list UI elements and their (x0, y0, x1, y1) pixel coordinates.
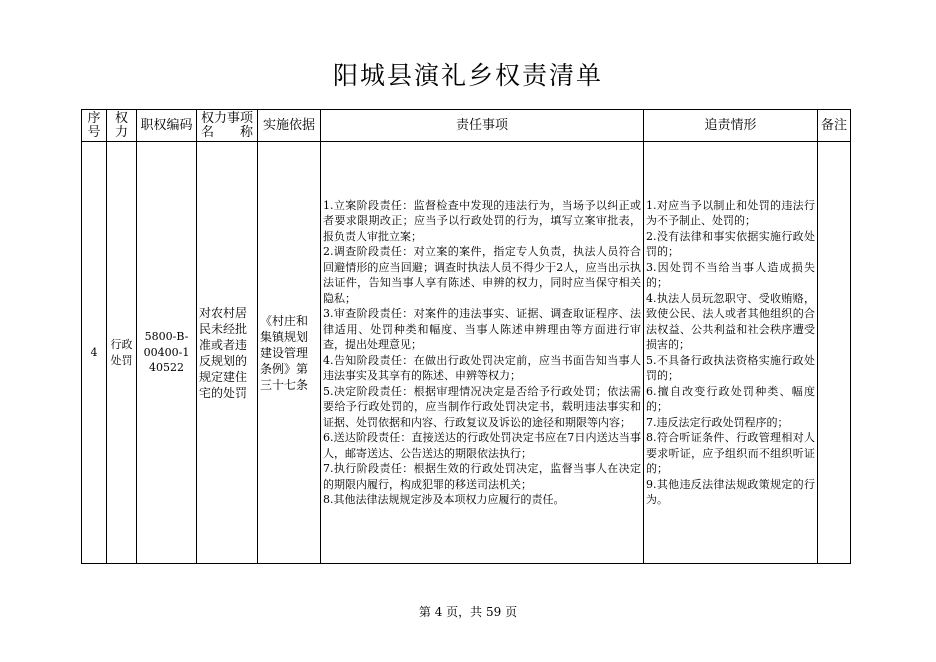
page-title: 阳城县演礼乡权责清单 (332, 61, 603, 90)
table-header-row (82, 110, 851, 142)
responsibility-item: 1.立案阶段责任：监督检查中发现的违法行为，当场予以纠正或者要求限期改正；应当予以行政处罚的行为，填写立案审批表，报负责人审批立案； (323, 198, 641, 243)
cell-power-type: 行政处罚 (107, 142, 137, 564)
responsibility-item: 2.调查阶段责任：对立案的案件，指定专人负责，执法人员符合回避情形的应当回避；调查时执法人员不得少于2人，应当出示执法证件，告知当事人享有陈述、申辨的权力，同时应当保守相关隐私； (323, 245, 641, 305)
accountability-item: 9.其他违反法律法规政策规定的行为。 (646, 477, 815, 506)
responsibility-item: 3.审查阶段责任：对案件的违法事实、证据、调查取证程序、法律适用、处罚种类和幅度、当事人陈述申辨理由等方面进行审查，提出处理意见； (323, 307, 641, 351)
header-seq: 序号 (82, 110, 107, 142)
responsibility-item: 6.送达阶段责任：直接送达的行政处罚决定书应在7日内送达当事人，邮寄送达、公告送达的期限依法执行； (323, 431, 641, 460)
header-responsibility: 责任事项 (321, 110, 644, 142)
cell-seq: 4 (82, 142, 107, 564)
responsibility-list (323, 198, 641, 508)
accountability-item: 6.擅自改变行政处罚种类、幅度的； (646, 384, 815, 413)
cell-responsibility (321, 142, 644, 564)
accountability-item: 7.违反法定行政处罚程序的； (646, 415, 789, 429)
accountability-item: 3.因处罚不当给当事人造成损失的； (646, 260, 815, 289)
accountability-item: 5.不具备行政执法资格实施行政处罚的； (646, 353, 815, 382)
page-footer: 第 4 页，共 59 页 (418, 605, 518, 619)
cell-accountability (644, 142, 818, 564)
table-row (82, 142, 851, 564)
header-power-name-line1: 权力事项 (200, 110, 253, 126)
power-responsibility-table (81, 109, 851, 564)
accountability-item: 2.没有法律和事实依据实施行政处罚的； (646, 229, 815, 258)
header-remarks: 备注 (818, 110, 851, 142)
cell-power-name: 对农村居民未经批准或者违反规划的规定建住宅的处罚 (197, 142, 258, 564)
responsibility-item: 7.执行阶段责任：根据生效的行政处罚决定，监督当事人在决定的期限内履行，构成犯罪的移送司法机关； (323, 462, 641, 491)
header-accountability: 追责情形 (644, 110, 818, 142)
header-power-name (197, 110, 258, 142)
header-basis: 实施依据 (258, 110, 321, 142)
accountability-item: 1.对应当予以制止和处罚的违法行为不予制止、处罚的； (646, 198, 815, 227)
header-code: 职权编码 (137, 110, 197, 142)
header-power-type: 权力 (107, 110, 137, 142)
cell-basis: 《村庄和集镇规划建设管理条例》第三十七条 (258, 142, 321, 564)
header-power-name-line2: 名 称 (200, 124, 253, 140)
responsibility-item: 8.其他法律法规规定涉及本项权力应履行的责任。 (323, 493, 565, 506)
cell-remarks (818, 142, 851, 564)
accountability-item: 8.符合听证条件、行政管理相对人要求听证，应予组织而不组织听证的； (646, 431, 815, 475)
responsibility-item: 4.告知阶段责任：在做出行政处罚决定前，应当书面告知当事人违法事实及其享有的陈述、申辨等权力； (323, 353, 641, 382)
responsibility-item: 5.决定阶段责任：根据审理情况决定是否给予行政处罚；依法需要给予行政处罚的，应当制作行政处罚决定书，载明违法事实和证据、处罚依据和内容、行政复议及诉讼的途径和期限等内容； (323, 384, 641, 429)
accountability-list (646, 198, 815, 508)
accountability-item: 4.执法人员玩忽职守、受收贿赂，致使公民、法人或者其他组织的合法权益、公共利益和社会秩序遭受损害的； (646, 291, 815, 351)
cell-code: 5800-B-00400-140522 (137, 142, 197, 564)
